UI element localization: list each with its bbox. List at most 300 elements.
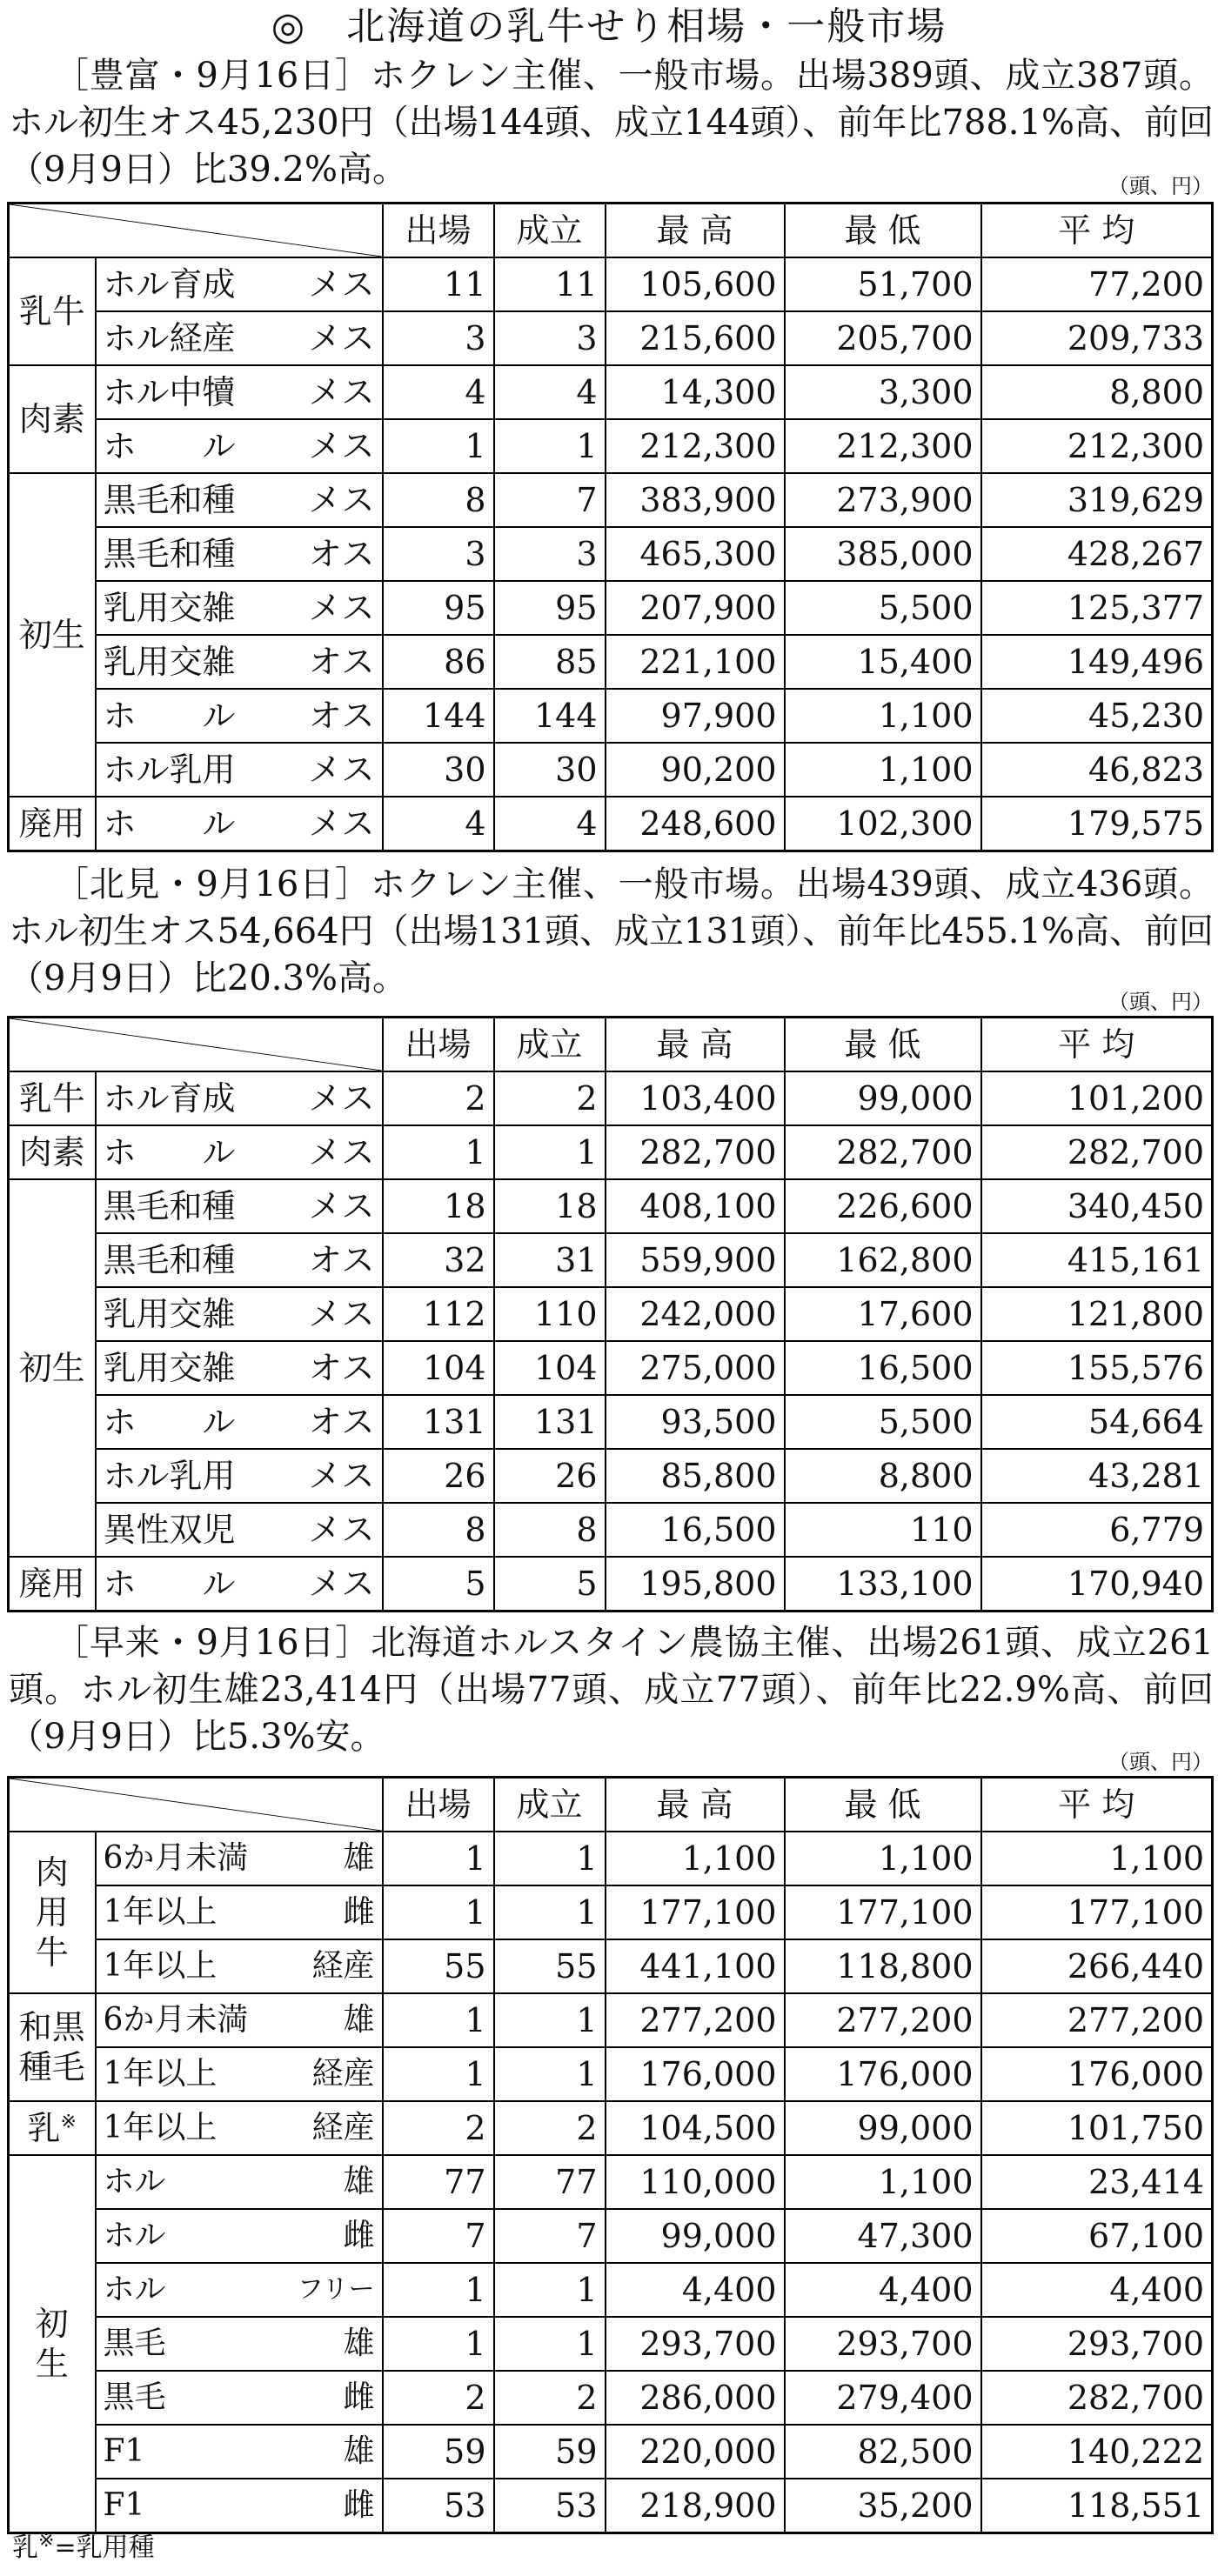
value-cell: 221,100	[606, 635, 785, 689]
value-cell: 4,400	[785, 2263, 981, 2317]
breed-label: 黒毛和種	[103, 481, 236, 519]
value-cell: 293,700	[785, 2317, 981, 2371]
value-cell: 248,600	[606, 797, 785, 851]
value-cell: 4,400	[981, 2263, 1213, 2317]
value-cell: 277,200	[785, 1993, 981, 2047]
table-row	[9, 1885, 1213, 1939]
value-cell: 7	[383, 2209, 494, 2263]
footnote: 乳※=乳用種	[12, 2530, 155, 2563]
value-cell: 2	[383, 2371, 494, 2425]
value-cell: 1	[383, 2317, 494, 2371]
row-label	[96, 1557, 383, 1612]
group-label: 廃用	[9, 1557, 96, 1612]
value-cell: 1	[494, 2263, 606, 2317]
breed-label: ホル乳用	[103, 1457, 236, 1495]
report-title: ◎ 北海道の乳牛せり相場・一般市場	[271, 4, 947, 49]
row-label	[96, 743, 383, 797]
value-cell: 32	[383, 1233, 494, 1287]
value-cell: 4	[494, 365, 606, 419]
value-cell: 101,200	[981, 1071, 1213, 1125]
column-header: 出場	[383, 1778, 494, 1832]
value-cell: 1,100	[981, 1832, 1213, 1885]
value-cell: 3	[383, 527, 494, 581]
table-row	[9, 1125, 1213, 1179]
breed-label: ホ ル	[103, 697, 236, 735]
value-cell: 77	[494, 2155, 606, 2209]
sex-label: メス	[308, 481, 375, 519]
value-cell: 43,281	[981, 1449, 1213, 1503]
value-cell: 104	[494, 1341, 606, 1395]
value-cell: 5	[494, 1557, 606, 1612]
section-lead-kitami: ［北見・9月16日］ホクレン主催、一般市場。出場439頭、成立436頭。ホル初生オス54,664円（出場131頭、成立131頭）、前年比455.1%高、前回（9月9日）比20.3%高。	[9, 864, 1214, 998]
row-label	[96, 1449, 383, 1503]
breed-label: 黒毛和種	[103, 1241, 236, 1279]
unit-note: （頭、円）	[1108, 990, 1213, 1014]
value-cell: 131	[383, 1395, 494, 1449]
value-cell: 17,600	[785, 1287, 981, 1341]
value-cell: 408,100	[606, 1179, 785, 1233]
sex-label: 雄	[343, 2002, 375, 2038]
value-cell: 51,700	[785, 257, 981, 311]
table-row	[9, 1071, 1213, 1125]
table-row	[9, 419, 1213, 473]
column-header: 平 均	[981, 1778, 1213, 1832]
table-row	[9, 473, 1213, 527]
value-cell: 4	[383, 797, 494, 851]
table-row	[9, 1832, 1213, 1885]
value-cell: 3	[383, 311, 494, 365]
row-label	[96, 419, 383, 473]
value-cell: 2	[494, 1071, 606, 1125]
column-header: 出場	[383, 1018, 494, 1072]
row-label	[96, 2371, 383, 2425]
value-cell: 85,800	[606, 1449, 785, 1503]
table-row	[9, 743, 1213, 797]
value-cell: 47,300	[785, 2209, 981, 2263]
table-row	[9, 311, 1213, 365]
sex-label: 経産	[311, 2110, 375, 2146]
column-header: 最 高	[606, 1018, 785, 1072]
table-row	[9, 1939, 1213, 1993]
table-row	[9, 2371, 1213, 2425]
value-cell: 77,200	[981, 257, 1213, 311]
column-header: 最 高	[606, 1778, 785, 1832]
column-header: 成立	[494, 1018, 606, 1072]
row-label	[96, 311, 383, 365]
value-cell: 7	[494, 473, 606, 527]
sex-label: 経産	[311, 2056, 375, 2092]
value-cell: 85	[494, 635, 606, 689]
table-row	[9, 2317, 1213, 2371]
value-cell: 266,440	[981, 1939, 1213, 1993]
value-cell: 383,900	[606, 473, 785, 527]
breed-label: 黒毛和種	[103, 535, 236, 573]
value-cell: 82,500	[785, 2425, 981, 2479]
value-cell: 31	[494, 1233, 606, 1287]
table-row	[9, 257, 1213, 311]
value-cell: 226,600	[785, 1179, 981, 1233]
row-label	[96, 1993, 383, 2047]
value-cell: 59	[383, 2425, 494, 2479]
table-row	[9, 2263, 1213, 2317]
sex-label: メス	[308, 1187, 375, 1225]
table-row	[9, 2479, 1213, 2533]
group-label: 和黒 種毛	[9, 1993, 96, 2101]
value-cell: 2	[494, 2371, 606, 2425]
value-cell: 18	[494, 1179, 606, 1233]
breed-label: 乳用交雑	[103, 643, 236, 681]
value-cell: 441,100	[606, 1939, 785, 1993]
value-cell: 212,300	[785, 419, 981, 473]
breed-label: ホル	[103, 2218, 166, 2253]
value-cell: 465,300	[606, 527, 785, 581]
value-cell: 273,900	[785, 473, 981, 527]
table-row	[9, 2209, 1213, 2263]
header-row	[9, 1778, 1213, 1832]
row-label	[96, 2425, 383, 2479]
table-row	[9, 1557, 1213, 1612]
value-cell: 6,779	[981, 1503, 1213, 1557]
table-row	[9, 365, 1213, 419]
value-cell: 131	[494, 1395, 606, 1449]
sex-label: オス	[308, 643, 375, 681]
value-cell: 1	[383, 2263, 494, 2317]
table-row	[9, 1287, 1213, 1341]
sex-label: オス	[308, 535, 375, 573]
value-cell: 102,300	[785, 797, 981, 851]
value-cell: 282,700	[785, 1125, 981, 1179]
breed-label: 1年以上	[103, 2056, 218, 2092]
value-cell: 1	[494, 1832, 606, 1885]
value-cell: 279,400	[785, 2371, 981, 2425]
value-cell: 101,750	[981, 2101, 1213, 2155]
group-label: 乳牛	[9, 1071, 96, 1125]
value-cell: 8	[383, 1503, 494, 1557]
value-cell: 8	[383, 473, 494, 527]
table-row	[9, 797, 1213, 851]
row-label	[96, 2263, 383, 2317]
value-cell: 97,900	[606, 689, 785, 743]
column-header: 最 低	[785, 204, 981, 258]
value-cell: 4	[383, 365, 494, 419]
value-cell: 95	[494, 581, 606, 635]
sex-label: メス	[308, 1511, 375, 1549]
value-cell: 8,800	[785, 1449, 981, 1503]
group-label: 肉素	[9, 1125, 96, 1179]
row-label	[96, 365, 383, 419]
value-cell: 104,500	[606, 2101, 785, 2155]
value-cell: 1	[494, 1125, 606, 1179]
value-cell: 1	[494, 2317, 606, 2371]
value-cell: 35,200	[785, 2479, 981, 2533]
breed-label: ホル	[103, 2272, 166, 2307]
value-cell: 286,000	[606, 2371, 785, 2425]
header-row	[9, 204, 1213, 258]
value-cell: 99,000	[606, 2209, 785, 2263]
breed-label: 1年以上	[103, 1894, 218, 1930]
value-cell: 1	[494, 2047, 606, 2101]
group-label: 乳牛	[9, 257, 96, 365]
group-label: 乳※	[9, 2101, 96, 2155]
breed-label: ホ ル	[103, 1565, 236, 1603]
sex-label: メス	[308, 589, 375, 627]
row-label	[96, 1071, 383, 1125]
sex-label: メス	[308, 1295, 375, 1333]
table-row	[9, 1341, 1213, 1395]
row-label	[96, 2101, 383, 2155]
table-row	[9, 689, 1213, 743]
column-header: 最 低	[785, 1018, 981, 1072]
value-cell: 45,230	[981, 689, 1213, 743]
value-cell: 125,377	[981, 581, 1213, 635]
value-cell: 67,100	[981, 2209, 1213, 2263]
price-table-toyotomi	[7, 202, 1214, 852]
value-cell: 99,000	[785, 1071, 981, 1125]
row-label	[96, 2209, 383, 2263]
value-cell: 121,800	[981, 1287, 1213, 1341]
breed-label: 異性双児	[103, 1511, 236, 1549]
unit-note: （頭、円）	[1108, 1750, 1213, 1774]
breed-label: ホル育成	[103, 1079, 236, 1118]
value-cell: 242,000	[606, 1287, 785, 1341]
breed-label: ホ ル	[103, 1133, 236, 1171]
value-cell: 110	[785, 1503, 981, 1557]
price-table-kitami	[7, 1016, 1214, 1612]
value-cell: 110	[494, 1287, 606, 1341]
sex-label: 雄	[343, 1840, 375, 1876]
breed-label: ホ ル	[103, 427, 236, 465]
sex-label: 雌	[343, 2218, 375, 2253]
value-cell: 8	[494, 1503, 606, 1557]
table-row	[9, 581, 1213, 635]
breed-label: F1	[103, 2487, 145, 2523]
value-cell: 110,000	[606, 2155, 785, 2209]
value-cell: 415,161	[981, 1233, 1213, 1287]
table-row	[9, 1179, 1213, 1233]
column-header: 成立	[494, 1778, 606, 1832]
column-header: 出場	[383, 204, 494, 258]
sex-label: メス	[308, 1565, 375, 1603]
row-label	[96, 1832, 383, 1885]
table-row	[9, 1503, 1213, 1557]
sex-label: オス	[308, 1349, 375, 1387]
sex-label: メス	[308, 427, 375, 465]
value-cell: 53	[494, 2479, 606, 2533]
row-label	[96, 1503, 383, 1557]
value-cell: 4,400	[606, 2263, 785, 2317]
value-cell: 14,300	[606, 365, 785, 419]
breed-label: 6か月未満	[103, 1840, 249, 1876]
value-cell: 1	[383, 2047, 494, 2101]
breed-label: ホ ル	[103, 804, 236, 843]
value-cell: 16,500	[606, 1503, 785, 1557]
row-label	[96, 2479, 383, 2533]
sex-label: オス	[308, 1241, 375, 1279]
value-cell: 5	[383, 1557, 494, 1612]
value-cell: 140,222	[981, 2425, 1213, 2479]
sex-label: 雄	[343, 2326, 375, 2361]
value-cell: 176,000	[981, 2047, 1213, 2101]
value-cell: 220,000	[606, 2425, 785, 2479]
value-cell: 293,700	[606, 2317, 785, 2371]
row-label	[96, 2047, 383, 2101]
value-cell: 215,600	[606, 311, 785, 365]
value-cell: 18	[383, 1179, 494, 1233]
row-label	[96, 527, 383, 581]
value-cell: 55	[494, 1939, 606, 1993]
value-cell: 282,700	[981, 2371, 1213, 2425]
value-cell: 5,500	[785, 581, 981, 635]
value-cell: 179,575	[981, 797, 1213, 851]
value-cell: 55	[383, 1939, 494, 1993]
row-label	[96, 473, 383, 527]
value-cell: 144	[383, 689, 494, 743]
value-cell: 104	[383, 1341, 494, 1395]
value-cell: 59	[494, 2425, 606, 2479]
breed-label: 黒毛和種	[103, 1187, 236, 1225]
table-row	[9, 635, 1213, 689]
value-cell: 46,823	[981, 743, 1213, 797]
value-cell: 7	[494, 2209, 606, 2263]
value-cell: 428,267	[981, 527, 1213, 581]
breed-label: 1年以上	[103, 2110, 218, 2146]
value-cell: 218,900	[606, 2479, 785, 2533]
value-cell: 293,700	[981, 2317, 1213, 2371]
value-cell: 1,100	[785, 1832, 981, 1885]
sex-label: 雌	[343, 2487, 375, 2523]
unit-note: （頭、円）	[1108, 174, 1213, 198]
value-cell: 1	[383, 419, 494, 473]
value-cell: 1,100	[606, 1832, 785, 1885]
value-cell: 11	[383, 257, 494, 311]
row-label	[96, 2155, 383, 2209]
breed-label: F1	[103, 2433, 145, 2469]
breed-label: 乳用交雑	[103, 1349, 236, 1387]
value-cell: 144	[494, 689, 606, 743]
column-header: 平 均	[981, 204, 1213, 258]
table-row	[9, 527, 1213, 581]
sex-label: 雌	[343, 1894, 375, 1930]
breed-label: 乳用交雑	[103, 589, 236, 627]
value-cell: 30	[494, 743, 606, 797]
header-row	[9, 1018, 1213, 1072]
value-cell: 177,100	[606, 1885, 785, 1939]
column-header: 最 高	[606, 204, 785, 258]
sex-label: 雄	[343, 2433, 375, 2469]
table-row	[9, 1993, 1213, 2047]
breed-label: ホル経産	[103, 319, 236, 357]
value-cell: 209,733	[981, 311, 1213, 365]
value-cell: 176,000	[606, 2047, 785, 2101]
value-cell: 3	[494, 311, 606, 365]
value-cell: 1,100	[785, 2155, 981, 2209]
table-row	[9, 1449, 1213, 1503]
price-table-hayakita	[7, 1776, 1214, 2534]
row-label	[96, 1125, 383, 1179]
value-cell: 105,600	[606, 257, 785, 311]
value-cell: 5,500	[785, 1395, 981, 1449]
value-cell: 3,300	[785, 365, 981, 419]
table-row	[9, 1395, 1213, 1449]
value-cell: 1	[494, 419, 606, 473]
group-label: 初 生	[9, 2155, 96, 2533]
row-label	[96, 1885, 383, 1939]
value-cell: 90,200	[606, 743, 785, 797]
value-cell: 15,400	[785, 635, 981, 689]
value-cell: 99,000	[785, 2101, 981, 2155]
value-cell: 282,700	[981, 1125, 1213, 1179]
value-cell: 1,100	[785, 743, 981, 797]
sex-label: 雄	[343, 2164, 375, 2199]
value-cell: 177,100	[785, 1885, 981, 1939]
value-cell: 95	[383, 581, 494, 635]
row-label	[96, 581, 383, 635]
breed-label: 黒毛	[103, 2326, 166, 2361]
group-label: 肉素	[9, 365, 96, 473]
value-cell: 205,700	[785, 311, 981, 365]
value-cell: 277,200	[981, 1993, 1213, 2047]
value-cell: 118,800	[785, 1939, 981, 1993]
breed-label: 6か月未満	[103, 2002, 249, 2038]
value-cell: 1	[494, 1885, 606, 1939]
sex-label: フリー	[297, 2274, 375, 2305]
section-lead-hayakita: ［早来・9月16日］北海道ホルスタイン農協主催、出場261頭、成立261頭。ホル初生雄23,414円（出場77頭、成立77頭）、前年比22.9%高、前回（9月9日）比5.3%安。	[9, 1623, 1214, 1757]
sex-label: メス	[308, 373, 375, 411]
value-cell: 77	[383, 2155, 494, 2209]
row-label	[96, 1939, 383, 1993]
value-cell: 1,100	[785, 689, 981, 743]
value-cell: 149,496	[981, 635, 1213, 689]
row-label	[96, 2317, 383, 2371]
value-cell: 195,800	[606, 1557, 785, 1612]
table-row	[9, 1233, 1213, 1287]
value-cell: 30	[383, 743, 494, 797]
breed-label: 乳用交雑	[103, 1295, 236, 1333]
sex-label: オス	[308, 1403, 375, 1441]
row-label	[96, 635, 383, 689]
diagonal-corner-cell	[9, 1778, 383, 1832]
column-header: 平 均	[981, 1018, 1213, 1072]
value-cell: 2	[383, 2101, 494, 2155]
value-cell: 170,940	[981, 1557, 1213, 1612]
row-label	[96, 1395, 383, 1449]
value-cell: 212,300	[606, 419, 785, 473]
value-cell: 112	[383, 1287, 494, 1341]
value-cell: 559,900	[606, 1233, 785, 1287]
sex-label: メス	[308, 265, 375, 304]
value-cell: 23,414	[981, 2155, 1213, 2209]
value-cell: 54,664	[981, 1395, 1213, 1449]
sex-label: オス	[308, 697, 375, 735]
sex-label: メス	[308, 1457, 375, 1495]
value-cell: 385,000	[785, 527, 981, 581]
row-label	[96, 689, 383, 743]
group-label: 廃用	[9, 797, 96, 851]
value-cell: 118,551	[981, 2479, 1213, 2533]
row-label	[96, 797, 383, 851]
value-cell: 86	[383, 635, 494, 689]
value-cell: 1	[494, 1993, 606, 2047]
sex-label: メス	[308, 1079, 375, 1118]
value-cell: 16,500	[785, 1341, 981, 1395]
column-header: 最 低	[785, 1778, 981, 1832]
value-cell: 207,900	[606, 581, 785, 635]
sex-label: メス	[308, 804, 375, 843]
value-cell: 155,576	[981, 1341, 1213, 1395]
row-label	[96, 1179, 383, 1233]
group-label: 初生	[9, 1179, 96, 1557]
table-row	[9, 2155, 1213, 2209]
